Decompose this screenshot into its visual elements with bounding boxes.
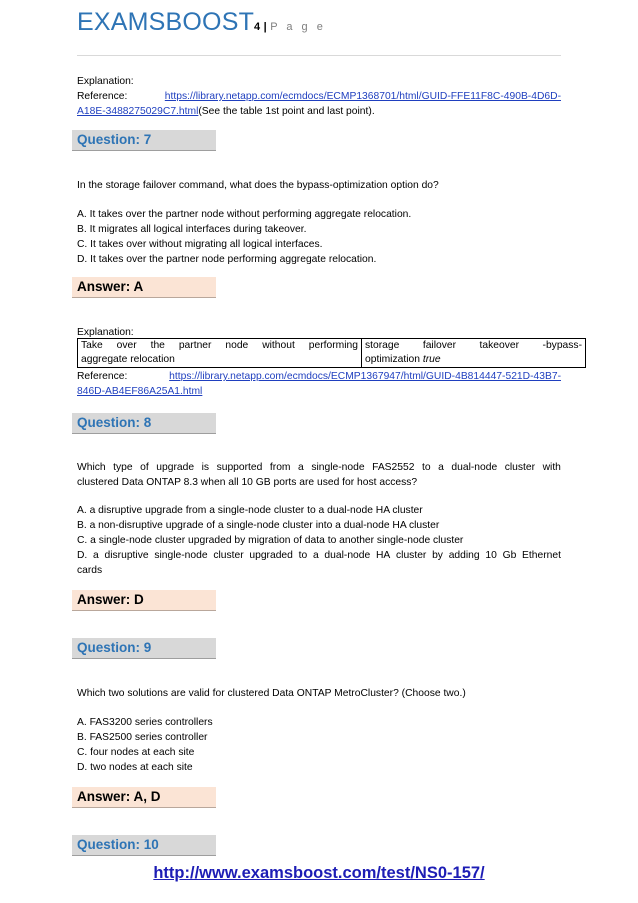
q8-option-c: C. a single-node cluster upgraded by migration of data to another single-node cluster bbox=[77, 535, 464, 546]
word: performing bbox=[308, 340, 358, 351]
word: a bbox=[312, 550, 319, 561]
word: FAS2552 bbox=[372, 462, 415, 473]
word: cluster bbox=[504, 462, 536, 473]
word: by bbox=[432, 550, 443, 561]
word: of bbox=[140, 462, 149, 473]
answer-9-header bbox=[72, 787, 216, 808]
answer-8-text: Answer: D bbox=[77, 592, 144, 607]
word: over bbox=[116, 340, 137, 351]
header-brand bbox=[77, 8, 326, 37]
brand-name: EXAMSBOOST bbox=[77, 8, 255, 36]
question-10-header bbox=[72, 835, 216, 856]
word: a bbox=[93, 550, 99, 561]
reference-link-cont[interactable]: A18E-3488275029C7.html bbox=[77, 106, 199, 117]
word: type bbox=[113, 462, 133, 473]
reference-label: Reference: bbox=[77, 371, 128, 382]
page-word: P a g e bbox=[270, 21, 326, 33]
word: with bbox=[542, 462, 561, 473]
cell-desc-line-2: aggregate relocation bbox=[81, 354, 175, 365]
q7-option-c: C. It takes over without migrating all logical interfaces. bbox=[77, 239, 323, 250]
q7-option-d: D. It takes over the partner node performing aggregate relocation. bbox=[77, 254, 377, 265]
reference-line-2 bbox=[77, 104, 375, 119]
q7-reference-line-1 bbox=[77, 369, 561, 384]
word: from bbox=[269, 462, 291, 473]
reference-link[interactable]: https://library.netapp.com/ecmdocs/ECMP1367947/html/GUID-4B814447-521D-43B7- bbox=[169, 371, 561, 382]
explanation-table bbox=[77, 338, 586, 368]
q9-option-d: D. two nodes at each site bbox=[77, 762, 193, 773]
q7-option-b: B. It migrates all logical interfaces during takeover. bbox=[77, 224, 307, 235]
explanation-label: Explanation: bbox=[77, 76, 134, 87]
question-8-title: Question: 8 bbox=[77, 415, 152, 430]
word: to bbox=[298, 550, 308, 561]
word: adding bbox=[448, 550, 480, 561]
word: single-node bbox=[311, 462, 365, 473]
word: takeover bbox=[479, 340, 520, 351]
answer-9-text: Answer: A, D bbox=[77, 789, 161, 804]
q9-option-a: A. FAS3200 series controllers bbox=[77, 717, 213, 728]
word: to bbox=[422, 462, 431, 473]
q8-option-d-line-1 bbox=[77, 548, 561, 563]
question-8-text-line-1 bbox=[77, 460, 561, 475]
answer-7-header bbox=[72, 277, 216, 298]
word: optimization bbox=[365, 354, 420, 365]
question-7-text: In the storage failover command, what does the bypass-optimization option do? bbox=[77, 180, 439, 191]
word: cluster bbox=[213, 550, 244, 561]
word: Take bbox=[81, 340, 103, 351]
reference-link[interactable]: https://library.netapp.com/ecmdocs/ECMP1368701/html/GUID-FFE11F8C-490B-4D6D- bbox=[164, 91, 561, 102]
word: dual-node bbox=[451, 462, 498, 473]
reference-label: Reference: bbox=[77, 91, 128, 102]
header-divider bbox=[77, 55, 561, 56]
word: failover bbox=[422, 340, 457, 351]
word: a bbox=[438, 462, 444, 473]
word: upgraded bbox=[249, 550, 293, 561]
word: node bbox=[225, 340, 249, 351]
question-7-header bbox=[72, 130, 216, 151]
q9-option-b: B. FAS2500 series controller bbox=[77, 732, 208, 743]
question-7-title: Question: 7 bbox=[77, 132, 152, 147]
q7-option-a: A. It takes over the partner node without performing aggregate relocation. bbox=[77, 209, 412, 220]
q7-reference-line-2 bbox=[77, 384, 202, 399]
word: the bbox=[150, 340, 165, 351]
q8-option-d-line-2: cards bbox=[77, 565, 103, 576]
answer-7-text: Answer: A bbox=[77, 279, 144, 294]
word: cluster bbox=[396, 550, 427, 561]
word: 10 bbox=[485, 550, 497, 561]
answer-8-header bbox=[72, 590, 216, 611]
word: D. bbox=[77, 550, 88, 561]
table-cell-description bbox=[78, 339, 362, 367]
page-indicator bbox=[254, 21, 326, 33]
footer-link[interactable]: http://www.examsboost.com/test/NS0-157/ bbox=[153, 864, 485, 882]
word: a bbox=[298, 462, 304, 473]
word: upgrade bbox=[156, 462, 195, 473]
word: single-node bbox=[154, 550, 208, 561]
word: dual-node bbox=[324, 550, 371, 561]
table-cell-command bbox=[362, 339, 585, 367]
word: without bbox=[262, 340, 295, 351]
question-8-header bbox=[72, 413, 216, 434]
question-9-text: Which two solutions are valid for clustered Data ONTAP MetroCluster? (Choose two.) bbox=[77, 688, 466, 699]
question-9-header bbox=[72, 638, 216, 659]
word: partner bbox=[178, 340, 212, 351]
reference-link-cont[interactable]: 846D-AB4EF86A25A1.html bbox=[77, 386, 203, 397]
reference-note: (See the table 1st point and last point). bbox=[198, 106, 375, 117]
reference-line-1 bbox=[77, 89, 561, 104]
cell-cmd-line-1 bbox=[365, 339, 582, 353]
question-8-text-line-2: clustered Data ONTAP 8.3 when all 10 GB ports are used for host access? bbox=[77, 477, 418, 488]
q7-explanation-label: Explanation: bbox=[77, 327, 134, 338]
word: storage bbox=[365, 340, 400, 351]
page-separator: | bbox=[263, 21, 267, 33]
word: Gb bbox=[502, 550, 517, 561]
word: is bbox=[201, 462, 210, 473]
word: HA bbox=[375, 550, 391, 561]
page-number: 4 bbox=[254, 21, 261, 33]
word-italic: true bbox=[422, 354, 441, 365]
question-9-title: Question: 9 bbox=[77, 640, 152, 655]
question-10-title: Question: 10 bbox=[77, 837, 159, 852]
word: supported bbox=[216, 462, 263, 473]
word: -bypass- bbox=[542, 340, 582, 351]
q8-option-b: B. a non-disruptive upgrade of a single-node cluster into a dual-node HA cluster bbox=[77, 520, 440, 531]
q8-option-a: A. a disruptive upgrade from a single-node cluster to a dual-node HA cluster bbox=[77, 505, 423, 516]
word: Which bbox=[77, 462, 106, 473]
cell-desc-line-1 bbox=[81, 339, 358, 353]
cell-cmd-line-2 bbox=[365, 353, 582, 367]
q9-option-c: C. four nodes at each site bbox=[77, 747, 195, 758]
word: disruptive bbox=[104, 550, 149, 561]
word: Ethernet bbox=[522, 550, 561, 561]
